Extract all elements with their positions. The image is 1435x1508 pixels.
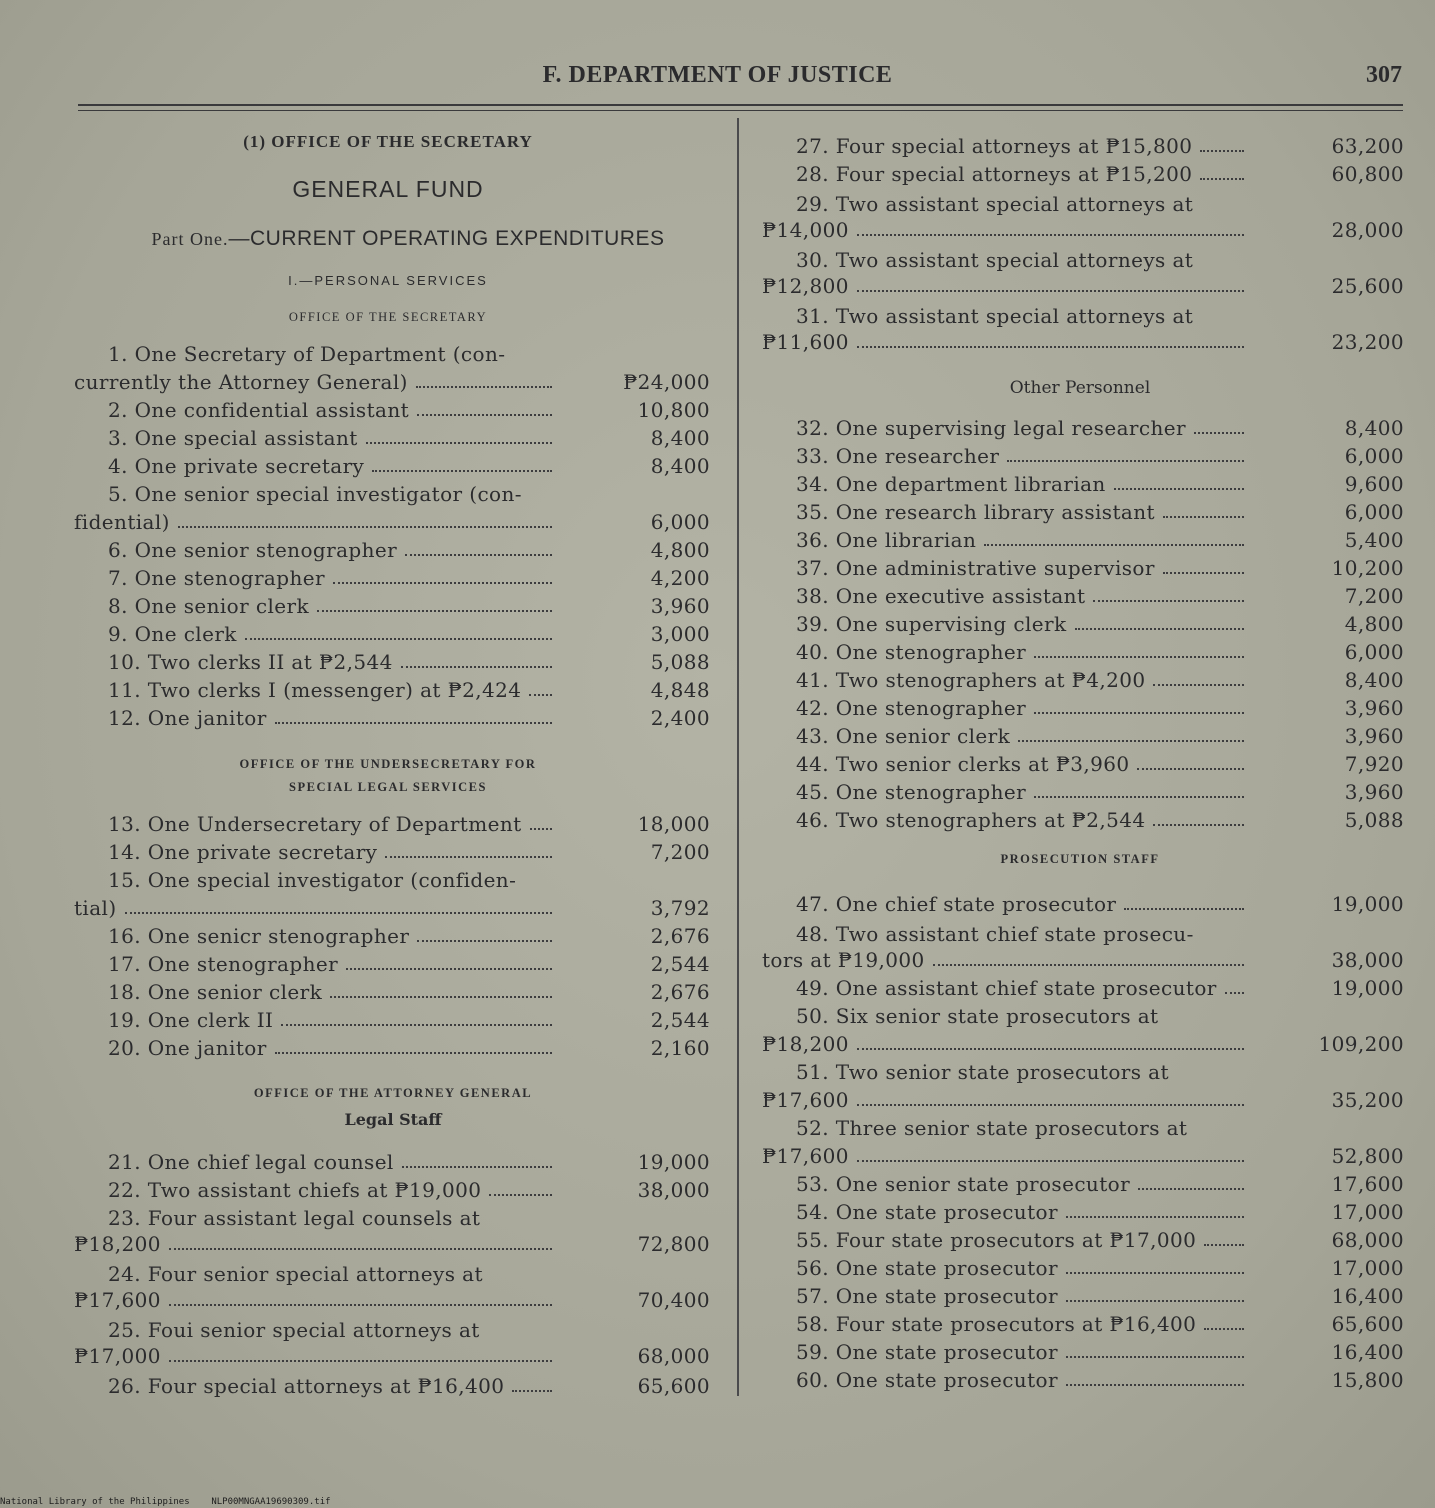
item-line (0, 442, 1435, 470)
item-text: 15. One special investigator (confiden- (108, 868, 517, 892)
item-line (0, 302, 1435, 330)
item-line (0, 610, 1435, 638)
item-line (0, 526, 1435, 554)
dot-leader (933, 964, 1244, 966)
item-text: 49. One assistant chief state prosecutor (796, 976, 1217, 1000)
item-text: 10. Two clerks II at ₱2,544 (108, 650, 393, 674)
item-amount: 6,000 (650, 510, 710, 534)
dot-leader (1153, 684, 1244, 686)
item-text: 19. One clerk II (108, 1008, 274, 1032)
item-text: 18. One senior clerk (108, 980, 323, 1004)
item-line (0, 1282, 1435, 1310)
dot-leader (1066, 1384, 1244, 1386)
item-text: 45. One stenographer (796, 780, 1027, 804)
item-line (0, 246, 1435, 274)
item-amount: 3,792 (650, 896, 710, 920)
item-text: 48. Two assistant chief state prosecu- (796, 922, 1194, 946)
item-amount: 17,600 (1331, 1172, 1404, 1196)
dot-leader (857, 234, 1244, 236)
dot-leader (857, 1048, 1244, 1050)
item-text: ₱11,600 (762, 330, 849, 354)
item-amount: 70,400 (637, 1288, 710, 1312)
item-amount: 19,000 (1331, 976, 1404, 1000)
legal-staff-heading: Legal Staff (344, 1110, 442, 1129)
item-line (0, 414, 1435, 442)
page-title: F. DEPARTMENT OF JUSTICE (542, 62, 893, 88)
dot-leader (857, 1160, 1244, 1162)
dot-leader (1075, 628, 1245, 630)
item-text: 27. Four special attorneys at ₱15,800 (796, 134, 1193, 158)
item-amount: 63,200 (1331, 134, 1404, 158)
item-amount: 19,000 (1331, 892, 1404, 916)
item-amount: 8,400 (1344, 416, 1404, 440)
item-line (0, 1086, 1435, 1114)
item-line (0, 132, 1435, 160)
item-text: 5. One senior special investigator (con- (108, 482, 522, 506)
item-text: 23. Four assistant legal counsels at (108, 1206, 481, 1230)
item-text: 51. Two senior state prosecutors at (796, 1060, 1169, 1084)
item-line (0, 1058, 1435, 1086)
item-line (0, 946, 1435, 974)
item-amount: 2,676 (650, 980, 710, 1004)
dot-leader (1137, 768, 1244, 770)
dot-leader (1225, 992, 1244, 994)
item-text: 31. Two assistant special attorneys at (796, 304, 1194, 328)
dot-leader (1163, 516, 1244, 518)
item-amount: 10,200 (1331, 556, 1404, 580)
office-attorney-general-heading: OFFICE OF THE ATTORNEY GENERAL (253, 1086, 533, 1100)
item-line (0, 638, 1435, 666)
item-text: 11. Two clerks I (messenger) at ₱2,424 (108, 678, 522, 702)
dot-leader (1194, 432, 1244, 434)
personal-services-heading: I.—PERSONAL SERVICES (288, 273, 488, 288)
item-text: 37. One administrative supervisor (796, 556, 1155, 580)
page-number: 307 (1366, 62, 1402, 88)
item-amount: 10,800 (637, 398, 710, 422)
item-amount: 4,800 (650, 538, 710, 562)
item-line (0, 694, 1435, 722)
item-line (0, 470, 1435, 498)
item-text: 44. Two senior clerks at ₱3,960 (796, 752, 1130, 776)
item-text: currently the Attorney General) (74, 370, 408, 394)
item-amount: 72,800 (637, 1232, 710, 1256)
item-line (0, 1310, 1435, 1338)
office-secretary-heading: OFFICE OF THE SECRETARY (288, 310, 488, 324)
item-amount: 2,544 (650, 1008, 710, 1032)
item-amount: 3,960 (1344, 696, 1404, 720)
item-line (0, 778, 1435, 806)
dot-leader (1066, 1356, 1244, 1358)
item-amount: 23,200 (1331, 330, 1404, 354)
item-text: 21. One chief legal counsel (108, 1150, 394, 1174)
item-amount: 2,676 (650, 924, 710, 948)
item-text: 12. One janitor (108, 706, 267, 730)
item-text: 30. Two assistant special attorneys at (796, 248, 1194, 272)
item-amount: 4,848 (650, 678, 710, 702)
item-amount: 7,920 (1344, 752, 1404, 776)
dot-leader (1034, 796, 1244, 798)
item-text: 43. One senior clerk (796, 724, 1011, 748)
item-line (0, 838, 1435, 866)
dot-leader (1163, 572, 1244, 574)
item-line (0, 806, 1435, 834)
item-text: 42. One stenographer (796, 696, 1027, 720)
item-amount: 19,000 (637, 1150, 710, 1174)
item-text: fidential) (74, 510, 170, 534)
item-text: 60. One state prosecutor (796, 1368, 1058, 1392)
dot-leader (984, 544, 1244, 546)
item-line (0, 1366, 1435, 1394)
item-text: 26. Four spe⁠cial attorneys at ₱16,400 (108, 1374, 505, 1398)
item-amount: 38,000 (1331, 948, 1404, 972)
header-rule-thin (78, 110, 1403, 111)
item-amount: 65,600 (1331, 1312, 1404, 1336)
item-text: 52. Three senior state prosecutors at (796, 1116, 1188, 1140)
section-heading: (1) OFFICE OF THE SECRETARY (243, 132, 533, 151)
item-amount: 25,600 (1331, 274, 1404, 298)
item-text: 46. Two stenographers at ₱2,544 (796, 808, 1146, 832)
item-text: ₱17,600 (762, 1144, 849, 1168)
item-amount: 6,000 (1344, 640, 1404, 664)
item-text: tors at ₱19,000 (762, 948, 925, 972)
item-line (0, 890, 1435, 918)
dot-leader (857, 290, 1244, 292)
item-amount: 16,400 (1331, 1284, 1404, 1308)
item-text: 22. Two assistant chiefs at ₱19,000 (108, 1178, 482, 1202)
item-amount: 5,088 (1344, 808, 1404, 832)
item-text: ₱14,000 (762, 218, 849, 242)
item-line (0, 1198, 1435, 1226)
item-text: 6. One senior stenographer (108, 538, 398, 562)
item-line (0, 328, 1435, 356)
item-amount: 2,400 (650, 706, 710, 730)
item-amount: 5,400 (1344, 528, 1404, 552)
item-text: 32. One supervising legal researcher (796, 416, 1186, 440)
item-line (0, 160, 1435, 188)
item-amount: 65,600 (637, 1374, 710, 1398)
item-line (0, 1142, 1435, 1170)
item-amount: 68,000 (1331, 1228, 1404, 1252)
item-amount: 6,000 (1344, 500, 1404, 524)
item-amount: 28,000 (1331, 218, 1404, 242)
item-text: ₱12,800 (762, 274, 849, 298)
dot-leader (1034, 712, 1244, 714)
item-amount: 8,400 (650, 426, 710, 450)
item-amount: ₱24,000 (623, 370, 710, 394)
dot-leader (1007, 460, 1244, 462)
item-amount: 16,400 (1331, 1340, 1404, 1364)
item-line (0, 272, 1435, 300)
dot-leader (1034, 656, 1244, 658)
item-line (0, 974, 1435, 1002)
dot-leader (857, 1104, 1244, 1106)
item-text: tial) (74, 896, 117, 920)
item-amount: 3,960 (650, 594, 710, 618)
office-undersecretary-heading: OFFICE OF THE UNDERSECRETARY FOR (239, 757, 537, 771)
item-text: 50. Six senior state prosecutors at (796, 1004, 1159, 1028)
item-text: 57. One state prosecutor (796, 1284, 1058, 1308)
item-amount: 2,544 (650, 952, 710, 976)
item-amount: 17,000 (1331, 1256, 1404, 1280)
item-text: 4. One private secretary (108, 454, 365, 478)
dot-leader (1066, 1216, 1244, 1218)
item-text: 59. One state prosecutor (796, 1340, 1058, 1364)
item-line (0, 1338, 1435, 1366)
item-line (0, 750, 1435, 778)
dot-leader (1153, 824, 1244, 826)
item-text: 41. Two stenographers at ₱4,200 (796, 668, 1146, 692)
item-text: 36. One librarian (796, 528, 977, 552)
dot-leader (1066, 1300, 1244, 1302)
item-text: 13. One Undersecretary of Department (108, 812, 522, 836)
dot-leader (1093, 600, 1244, 602)
item-amount: 4,200 (650, 566, 710, 590)
item-text: 28. Four special attorneys at ₱15,200 (796, 162, 1193, 186)
item-text: 38. One executive assistant (796, 584, 1086, 608)
item-text: 58. Four state prosecutors at ₱16,400 (796, 1312, 1197, 1336)
item-text: 24. Four senior special attorneys at (108, 1262, 483, 1286)
other-personnel-heading: Other Personnel (1009, 378, 1151, 398)
item-text: ₱17,000 (74, 1344, 161, 1368)
item-amount: 109,200 (1318, 1032, 1404, 1056)
item-text: ₱17,600 (74, 1288, 161, 1312)
office-undersecretary-heading-2: SPECIAL LEGAL SERVICES (289, 780, 487, 794)
item-line (0, 216, 1435, 244)
item-line (0, 666, 1435, 694)
item-amount: 5,088 (650, 650, 710, 674)
item-text: 14. One private secretary (108, 840, 378, 864)
dot-leader (1018, 740, 1244, 742)
item-text: 8. One senior clerk (108, 594, 309, 618)
dot-leader (1114, 488, 1244, 490)
item-line (0, 1170, 1435, 1198)
item-text: 34. One department librarian (796, 472, 1106, 496)
item-text: 35. One research library assistant (796, 500, 1155, 524)
item-line (0, 190, 1435, 218)
item-amount: 18,000 (637, 812, 710, 836)
item-line (0, 1002, 1435, 1030)
item-amount: 9,600 (1344, 472, 1404, 496)
item-amount: 52,800 (1331, 1144, 1404, 1168)
item-amount: 2,160 (650, 1036, 710, 1060)
item-line (0, 1254, 1435, 1282)
item-text: 40. One stenographer (796, 640, 1027, 664)
item-amount: 17,000 (1331, 1200, 1404, 1224)
item-line (0, 920, 1435, 948)
dot-leader (385, 856, 552, 858)
item-text: ₱18,200 (74, 1232, 161, 1256)
fund-heading: GENERAL FUND (292, 176, 484, 202)
dot-leader (1124, 908, 1244, 910)
item-text: 9. One clerk (108, 622, 237, 646)
item-text: 25. Foui senior special attorneys at (108, 1318, 480, 1342)
item-amount: 7,200 (650, 840, 710, 864)
dot-leader (1204, 1244, 1244, 1246)
prosecution-staff-heading: PROSECUTION STAFF (1000, 852, 1160, 866)
item-line (0, 1030, 1435, 1058)
item-text: 20. One janitor (108, 1036, 267, 1060)
part-prefix: Part One. (151, 229, 229, 249)
item-text: 3. One special assistant (108, 426, 358, 450)
item-text: 29. Two assistant special attorneys at (796, 192, 1194, 216)
item-text: ₱17,600 (762, 1088, 849, 1112)
item-line (0, 498, 1435, 526)
item-text: 17. One stenographer (108, 952, 339, 976)
item-text: ₱18,200 (762, 1032, 849, 1056)
dot-leader (1204, 1328, 1244, 1330)
dot-leader (1138, 1188, 1244, 1190)
item-text: 7. One stenographer (108, 566, 325, 590)
item-text: 55. Four state prosecutors at ₱17,000 (796, 1228, 1197, 1252)
item-amount: 3,960 (1344, 780, 1404, 804)
dot-leader (857, 346, 1244, 348)
item-amount: 3,960 (1344, 724, 1404, 748)
item-text: 56. One state prosecutor (796, 1256, 1058, 1280)
item-line (0, 1114, 1435, 1142)
item-text: 39. One supervising clerk (796, 612, 1067, 636)
item-text: 33. One researcher (796, 444, 1000, 468)
item-text: 54. One state prosecutor (796, 1200, 1058, 1224)
dot-leader (1200, 150, 1244, 152)
item-amount: 60,800 (1331, 162, 1404, 186)
item-amount: 3,000 (650, 622, 710, 646)
dot-leader (1200, 178, 1244, 180)
part-rest: —CURRENT OPERATING EXPENDITURES (228, 227, 665, 250)
item-amount: 6,000 (1344, 444, 1404, 468)
item-line (0, 554, 1435, 582)
item-text: 53. One senior state prosecutor (796, 1172, 1131, 1196)
item-amount: 15,800 (1331, 1368, 1404, 1392)
item-text: 16. One senicr stenographer (108, 924, 410, 948)
item-line (0, 368, 1435, 396)
item-amount: 38,000 (637, 1178, 710, 1202)
item-amount: 4,800 (1344, 612, 1404, 636)
item-amount: 7,200 (1344, 584, 1404, 608)
item-amount: 8,400 (650, 454, 710, 478)
item-amount: 68,000 (637, 1344, 710, 1368)
item-text: 47. One chief state prosecutor (796, 892, 1117, 916)
header-rule (78, 104, 1403, 106)
item-text: 1. One Secretary of Department (con- (108, 342, 506, 366)
dot-leader (416, 386, 552, 388)
item-amount: 35,200 (1331, 1088, 1404, 1112)
dot-leader (1066, 1272, 1244, 1274)
item-text: 2. One confidential assistant (108, 398, 410, 422)
item-line (0, 582, 1435, 610)
scan-footer: National Library of the Philippines NLP00MNGAA19690309.tif (0, 1497, 331, 1507)
item-line (0, 1226, 1435, 1254)
item-line (0, 722, 1435, 750)
item-amount: 8,400 (1344, 668, 1404, 692)
